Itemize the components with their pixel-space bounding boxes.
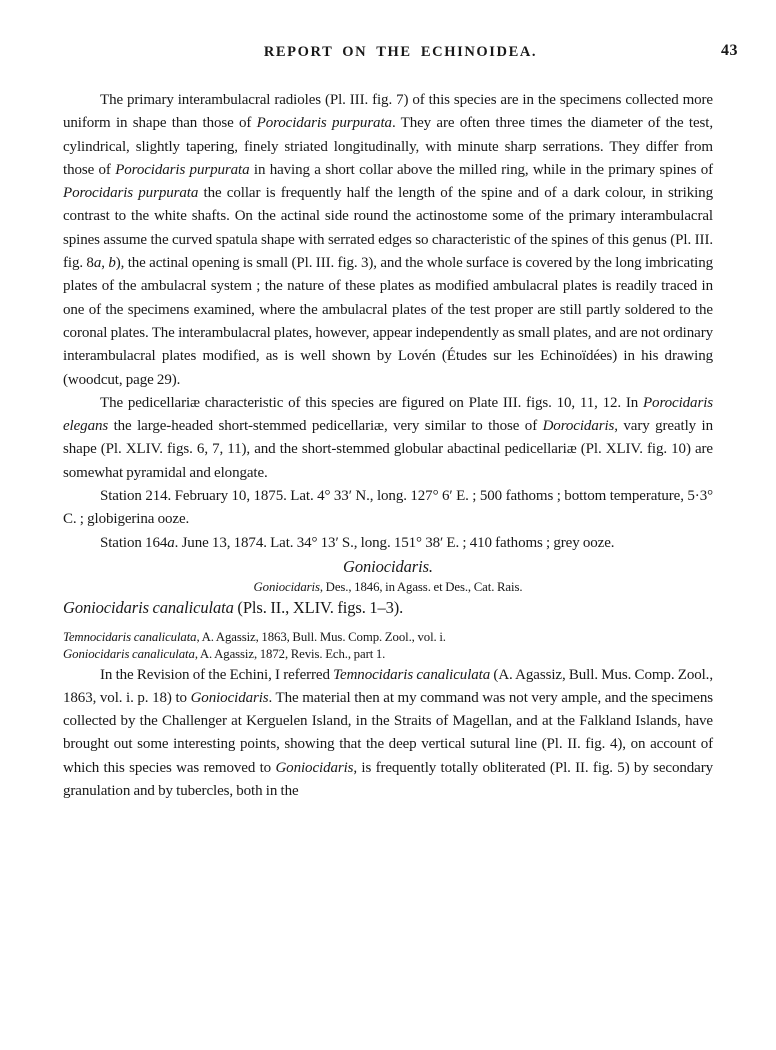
- italic-segment: a: [167, 534, 175, 551]
- page-header: [63, 44, 738, 63]
- italic-segment: Dorocidaris: [542, 418, 615, 435]
- genus-reference-line: Goniocidaris, Des., 1846, in Agass. et Des., Cat. Rais.: [253, 580, 523, 595]
- italic-segment: Goniocidaris canaliculata: [63, 598, 234, 618]
- page-body: [63, 89, 713, 803]
- synonym-temnocidaris-canaliculata: Temnocidaris canaliculata, A. Agassiz, 1863, Bull. Mus. Comp. Zool., vol. i.: [63, 629, 446, 644]
- italic-segment: Goniocidaris: [190, 689, 269, 706]
- species-heading-canaliculata: Goniocidaris canaliculata (Pls. II., XLIV. figs. 1–3).: [63, 598, 404, 618]
- genus-heading-goniocidaris: [63, 555, 713, 578]
- paragraph-pedicellariae: The pedicellariæ characteristic of this species are figured on Plate III. figs. 10, 11, 12. In Porocidaris elegans the large-headed short-stemmed pedicellariæ, very similar to those of Dorocidaris, vary greatly in shape (Pl. XLIV. figs. 6, 7, 11), and the short-stemmed globular abactinal pedicellariæ (Pl. XLIV. fig. 10) are somewhat pyramidal and elongate.: [63, 394, 713, 481]
- italic-segment: Temnocidaris canaliculata: [63, 629, 197, 644]
- italic-segment: Temnocidaris canaliculata: [333, 666, 491, 683]
- italic-segment: Goniocidaris.: [343, 556, 433, 576]
- italic-segment: Porocidaris purpurata: [115, 161, 250, 178]
- italic-segment: Porocidaris purpurata: [63, 185, 199, 202]
- page-number: 43: [721, 42, 738, 59]
- paragraph-primary-radioles: The primary interambulacral radioles (Pl. III. fig. 7) of this species are in the specimens collected more uniform in shape than those of Porocidaris purpurata. They are often three times the diameter of the test, cylindrical, slightly tapering, finely striated longitudinally, with minute sharp serrations. They differ from those of Porocidaris purpurata in having a short collar above the milled ring, while in the primary spines of Porocidaris purpurata the collar is frequently half the length of the spine and of a dark colour, in striking contrast to the white shafts. On the actinal side round the actinostome some of the primary interambulacral spines assume the curved spatula shape with serrated edges so characteristic of the spines of this genus (Pl. III. fig. 8a, b), the actinal opening is small (Pl. III. fig. 3), and the whole surface is covered by the long imbricating plates of the ambulacral system ; the nature of these plates as modified ambulacral plates is readily traced in one of the specimens examined, where the ambulacral plates of the test proper are still partly soldered to the coronal plates. The interambulacral plates, however, appear independently as small plates, and are not ordinary interambulacral plates modified, as is well shown by Lovén (Études sur les Echinoïdées) in his drawing (woodcut, page 29).: [63, 92, 713, 388]
- paragraph-station-214: Station 214. February 10, 1875. Lat. 4° 33′ N., long. 127° 6′ E. ; 500 fathoms ; bottom temperature, 5·3° C. ; globigerina ooze.: [63, 488, 713, 528]
- paragraph-station-164a: Station 164a. June 13, 1874. Lat. 34° 13′ S., long. 151° 38′ E. ; 410 fathoms ; grey ooze.: [100, 534, 615, 551]
- running-title: REPORT ON THE ECHINOIDEA.: [263, 44, 538, 60]
- italic-segment: Goniocidaris canaliculata: [63, 647, 195, 662]
- italic-segment: Goniocidaris: [275, 759, 354, 776]
- italic-segment: Porocidaris purpurata: [256, 115, 392, 132]
- italic-segment: Porocidaris elegans: [63, 394, 713, 435]
- synonym-goniocidaris-canaliculata: Goniocidaris canaliculata, A. Agassiz, 1872, Revis. Ech., part 1.: [63, 647, 386, 662]
- italic-segment: a: [93, 255, 102, 272]
- italic-segment: b: [108, 255, 116, 272]
- paragraph-revision-echini: In the Revision of the Echini, I referred Temnocidaris canaliculata (A. Agassiz, Bull. Mus. Comp. Zool., 1863, vol. i. p. 18) to Goniocidaris. The material then at my command was not very ample, and the specimens collected by the Challenger at Kerguelen Island, in the Straits of Magellan, and at the Falkland Islands, have brought out some interesting points, showing that the deep vertical sutural line (Pl. II. fig. 4), on account of which this species was removed to Goniocidaris, is frequently totally obliterated (Pl. II. fig. 5) by secondary granulation and by tubercles, both in the: [63, 666, 714, 800]
- italic-segment: Goniocidaris: [253, 580, 320, 595]
